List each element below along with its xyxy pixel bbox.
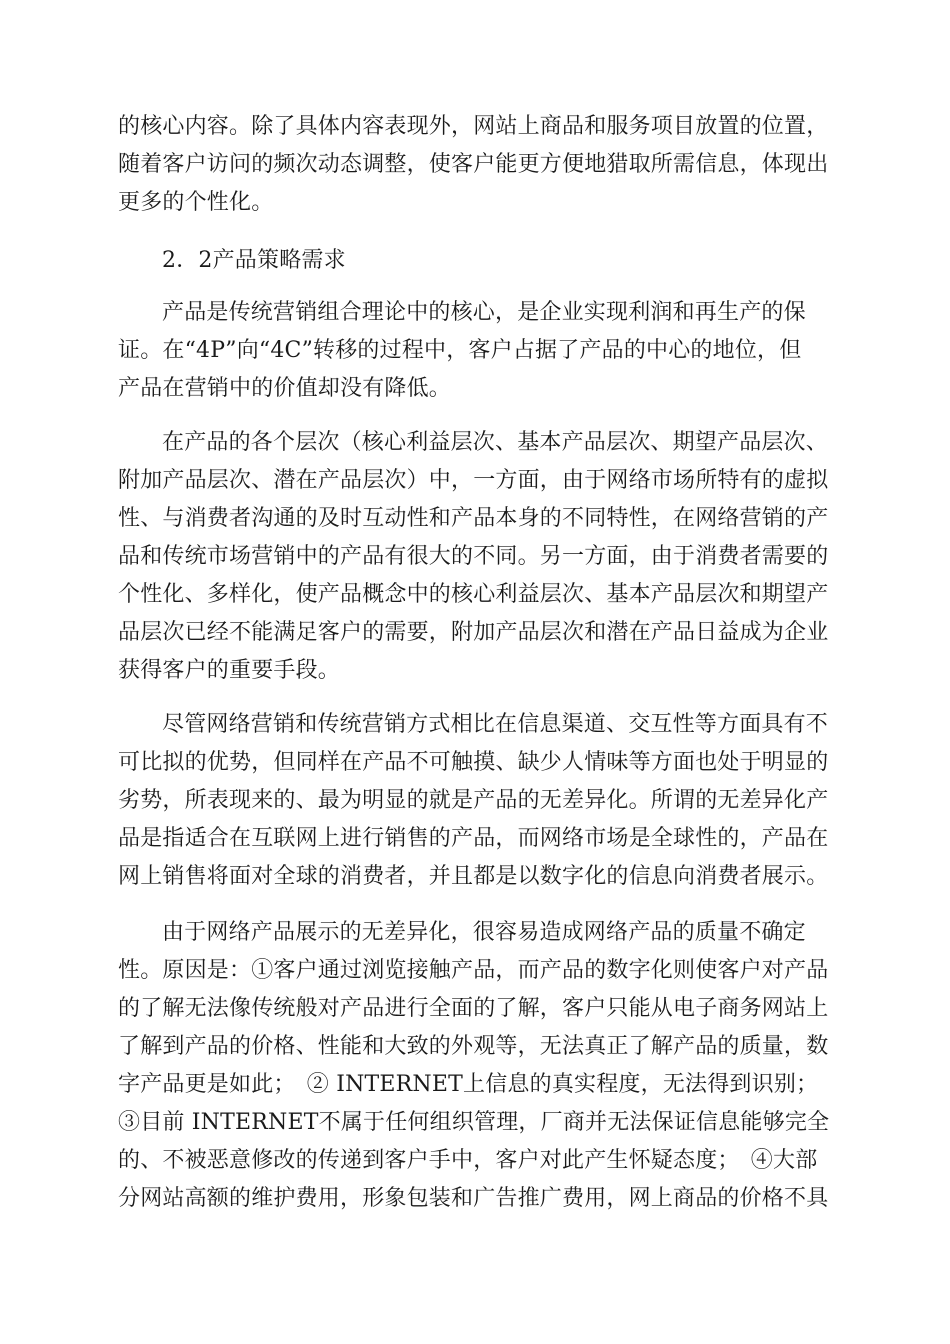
paragraph-line: 的了解无法像传统般对产品进行全面的了解，客户只能从电子商务网站上 [118, 996, 829, 1021]
paragraph-line: 了解到产品的价格、性能和大致的外观等，无法真正了解产品的质量，数 [118, 1034, 829, 1059]
paragraph-line: 产品是传统营销组合理论中的核心，是企业实现利润和再生产的保 [162, 300, 806, 325]
paragraph-line: 由于网络产品展示的无差异化，很容易造成网络产品的质量不确定 [162, 920, 806, 945]
paragraph-line: 在产品的各个层次（核心利益层次、基本产品层次、期望产品层次、 [162, 430, 829, 455]
paragraph-line: 品层次已经不能满足客户的需要，附加产品层次和潜在产品日益成为企业 [118, 620, 829, 645]
paragraph-line: 获得客户的重要手段。 [118, 658, 341, 683]
paragraph-line: 证。在“4P”向“4C”转移的过程中，客户占据了产品的中心的地位，但 [118, 338, 802, 363]
paragraph-line: 可比拟的优势，但同样在产品不可触摸、缺少人情味等方面也处于明显的 [118, 750, 829, 775]
paragraph-line: 分网站高额的维护费用，形象包装和广告推广费用，网上商品的价格不具 [118, 1186, 829, 1211]
paragraph-line: 的核心内容。除了具体内容表现外，网站上商品和服务项目放置的位置， [118, 114, 829, 139]
paragraph-line: 更多的个性化。 [118, 190, 274, 215]
paragraph-line: ③目前 INTERNET不属于任何组织管理，厂商并无法保证信息能够完全 [118, 1110, 830, 1135]
paragraph-line: 品和传统市场营销中的产品有很大的不同。另一方面，由于消费者需要的 [118, 544, 829, 569]
paragraph-line: 的、不被恶意修改的传递到客户手中，客户对此产生怀疑态度； ④大部 [118, 1148, 818, 1173]
paragraph-line: 劣势，所表现来的、最为明显的就是产品的无差异化。所谓的无差异化产 [118, 788, 829, 813]
section-heading-text: 2．2产品策略需求 [162, 248, 346, 273]
paragraph-line: 性、与消费者沟通的及时互动性和产品本身的不同特性，在网络营销的产 [118, 506, 829, 531]
paragraph-line: 品是指适合在互联网上进行销售的产品，而网络市场是全球性的，产品在 [118, 826, 829, 851]
paragraph-line: 字产品更是如此； ② INTERNET上信息的真实程度，无法得到识别； [118, 1072, 819, 1097]
paragraph-line: 网上销售将面对全球的消费者，并且都是以数字化的信息向消费者展示。 [118, 864, 829, 889]
paragraph-line: 个性化、多样化，使产品概念中的核心利益层次、基本产品层次和期望产 [118, 582, 829, 607]
paragraph-line: 附加产品层次、潜在产品层次）中，一方面，由于网络市场所特有的虚拟 [118, 468, 829, 493]
paragraph-line: 性。原因是：①客户通过浏览接触产品，而产品的数字化则使客户对产品 [118, 958, 829, 983]
paragraph-line: 尽管网络营销和传统营销方式相比在信息渠道、交互性等方面具有不 [162, 712, 829, 737]
paragraph-line: 产品在营销中的价值却没有降低。 [118, 376, 452, 401]
paragraph-line: 随着客户访问的频次动态调整，使客户能更方便地猎取所需信息，体现出 [118, 152, 829, 177]
